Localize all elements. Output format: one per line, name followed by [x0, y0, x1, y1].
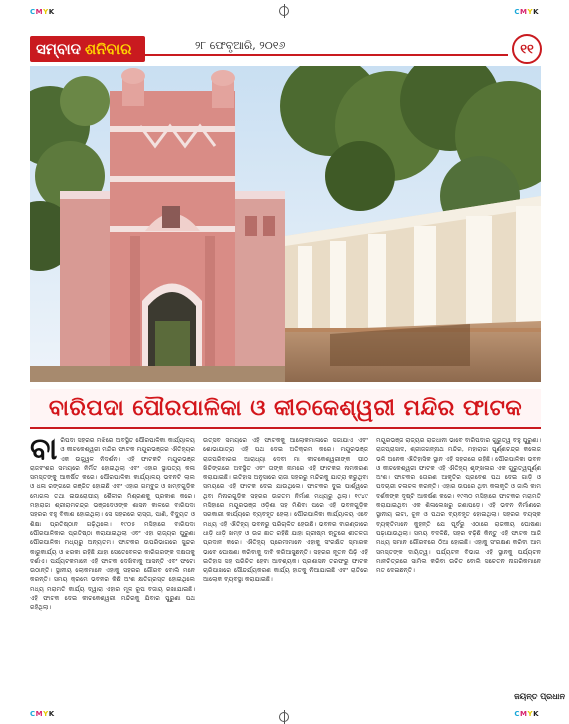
- page-header: [30, 36, 542, 62]
- print-color-marks: CMYK: [30, 8, 55, 16]
- page-number-badge: [512, 34, 542, 64]
- page-number: ୧୧: [520, 41, 534, 57]
- registration-mark: [279, 6, 289, 16]
- masthead-word-2: ଶନିବାର: [84, 40, 132, 58]
- issue-date: ୨୮ ଫେବୃଆରି, ୨୦୧୬: [195, 39, 286, 52]
- column-text: ମୟୂରଭଞ୍ଜ ରାଜ୍ୟର ରାଜଧାନୀ ଭାବେ ବାରିପଦାର ଗୁରୁତ୍ୱ ବହୁ ପୁରୁଣା। ରାଜପ୍ରାସାଦ, ଶ୍ରୀଜଗନ୍ନାଥ ମନ୍ଦିର, ମହାରାଜା ପୂର୍ଣ୍ଣଚନ୍ଦ୍ର କଲେଜ ଭଳି ଅନେକ ଐତିହାସିକ ସ୍ଥାନ ଏହି ସହରରେ ରହିଛି। ପୌରପାଳିକା ଭବନ ଓ କୀଚକେଶ୍ୱରୀ ଫାଟକ ଏହି ଐତିହ୍ୟ ଶୃଙ୍ଖଳାର ଏକ ଗୁରୁତ୍ୱପୂର୍ଣ୍ଣ ଅଂଶ। ଫାଟକର ତୋରଣ ଆକୃତିର ପ୍ରବେଶ ପଥ ଦେଇ ଗାଡ଼ି ଓ ପଦଚାରୀ ଚଳାଚଳ କରନ୍ତି। ଏହାର ଉପରେ ଥିବା କଳାକୃତି ଓ ଜାଲି କାମ ଦର୍ଶକଙ୍କ ଦୃଷ୍ଟି ଆକର୍ଷଣ କରେ। ୧୯୩୦ ମସିହାରେ ଫାଟକର ମରାମତି କରାଯାଇଥିବା ଏକ ଶିଳାଲେଖରୁ ଜଣାପଡ଼େ। ଏହି ଭବନ ନିର୍ମାଣରେ ସ୍ଥାନୀୟ ଇଟା, ଚୂନ ଓ ପଥର ବ୍ୟବହୃତ ହୋଇଥିଲା। ସହରର ବୟସ୍କ ବ୍ୟକ୍ତିମାନେ କୁହନ୍ତି ଯେ ପୂର୍ବରୁ ଏଠାରେ ରାଜକୀୟ ଘୋଷଣା ପଢ଼ାଯାଉଥିଲା। ସମୟ ବଦଳିଛି, ସହର ବଢ଼ିଛି କିନ୍ତୁ ଏହି ଫାଟକ ଆଜି ମଧ୍ୟ ସମାନ ଗୌରବରେ ଠିଆ ହୋଇଛି। ଏହାକୁ ସଂରକ୍ଷଣ କରିବା ଆମ ସମସ୍ତଙ୍କ ଦାୟିତ୍ୱ। ପର୍ଯ୍ୟଟନ ବିଭାଗ ଏହି ସ୍ଥାନକୁ ପର୍ଯ୍ୟଟନ ମାନଚିତ୍ରରେ ସାମିଲ କରିବା ଉଚିତ ବୋଲି ସଚେତନ ନାଗରିକମାନେ ମତ ଦେଇଛନ୍ତି।: [376, 437, 541, 575]
- registration-mark: [279, 712, 289, 722]
- article-column-1: [30, 436, 195, 704]
- article-body: [30, 436, 541, 704]
- article-column-2: [203, 436, 368, 704]
- headline-banner: [30, 389, 541, 429]
- column-text: ଉତ୍ସବ ସମୟରେ ଏହି ଫାଟକକୁ ଆଲୋକମାଳାରେ ସଜାଯାଏ ଏବଂ ଶୋଭାଯାତ୍ରା ଏହି ପଥ ଦେଇ ଅତିକ୍ରମ କରେ। ମୟୂରଭଞ୍ଜ ରାଜପରିବାରର ଆରାଧ୍ୟା ଦେବୀ ମା କୀଚକେଶ୍ୱରୀଙ୍କ ପୀଠ ଖିଚିଙ୍ଗରେ ଅବସ୍ଥିତ ଏବଂ ତାଙ୍କ ନାମରେ ଏହି ଫାଟକର ନାମକରଣ କରାଯାଇଛି। ଇତିହାସ ଅନୁସାରେ ରାଜା ସହରରୁ ମନ୍ଦିରକୁ ଯାତ୍ରା କରୁଥିବା ସମୟରେ ଏହି ଫାଟକ ଦେଇ ଯାଉଥିଲେ। ଫାଟକର ଦୁଇ ପାର୍ଶ୍ୱରେ ଥିବା ମିନାରଗୁଡ଼ିକ ସହରର ଉଚ୍ଚତମ ନିର୍ମାଣ ମଧ୍ୟରୁ ଥିଲା। ୧୯୪୯ ମସିହାରେ ମୟୂରଭଞ୍ଜ ଓଡ଼ିଶା ସହ ମିଶିବା ପରେ ଏହି ଭବନଗୁଡ଼ିକ ସରକାରୀ କାର୍ଯ୍ୟରେ ବ୍ୟବହୃତ ହେଲା। ପୌରପାଳିକା କାର୍ଯ୍ୟାଳୟ ଏବେ ମଧ୍ୟ ଏହି ଐତିହ୍ୟ ଭବନରୁ ପରିଚାଳିତ ହେଉଛି। ଭବନର ବାରଣ୍ଡାରେ ଧାଡ଼ି ଧାଡ଼ି ଖମ୍ବ ଓ ଉଚ୍ଚ ଛାତ ରହିଛି ଯାହା ଗ୍ରୀଷ୍ମ ଋତୁରେ ଶୀତଳତା ପ୍ରଦାନ କରେ। ଐତିହ୍ୟ ପ୍ରେମୀମାନେ ଏହାକୁ ସଂରକ୍ଷିତ ସ୍ମାରକ ଭାବେ ଘୋଷଣା କରିବାକୁ ଦାବି କରିଆସୁଛନ୍ତି। ସହରର ନୂତନ ପିଢ଼ି ଏହି ଇତିହାସ ସହ ପରିଚିତ ହେବା ଆବଶ୍ୟକ। ପ୍ରଶାସନ ତରଫରୁ ଫାଟକ ଚାରିପାଖରେ ସୌନ୍ଦର୍ଯ୍ୟକରଣ କାର୍ଯ୍ୟ ହାତକୁ ନିଆଯାଇଛି ଏବଂ ରାତିରେ ଆଲୋକ ବ୍ୟବସ୍ଥା କରାଯାଇଛି।: [203, 437, 368, 584]
- masthead-word-1: ସମ୍ବାଦ: [36, 40, 81, 58]
- print-color-marks: CMYK: [30, 710, 55, 718]
- print-color-marks: CMYK: [514, 710, 539, 718]
- lead-photo: [30, 66, 541, 382]
- masthead-logo: [30, 36, 145, 62]
- gate-building-photo: [30, 66, 541, 382]
- column-text: ରିପଦା ସହରର ମଝିରେ ଅବସ୍ଥିତ ପୌରପାଳିକା କାର୍ଯ୍ୟାଳୟ ଓ କୀଚକେଶ୍ୱରୀ ମନ୍ଦିର ଫାଟକ ମୟୂରଭଞ୍ଜର ଐତିହ୍ୟର ଏକ ଉଜ୍ଜ୍ୱଳ ନିଦର୍ଶନ। ଏହି ଫାଟକଟି ମୟୂରଭଞ୍ଜ ରାଜବଂଶର ସମୟରେ ନିର୍ମିତ ହୋଇଥିଲା ଏବଂ ଏହାର ସ୍ଥାପତ୍ୟ କଳା ସମସ୍ତଙ୍କୁ ଆକର୍ଷିତ କରେ। ପୌରପାଳିକା କାର୍ଯ୍ୟାଳୟ ଭବନଟି ଲାଲ ଓ ଧଳା ରଙ୍ଗରେ ରଞ୍ଜିତ ହୋଇଛି ଏବଂ ଏହାର ଗମ୍ବୁଜ ଓ ଖମ୍ବଗୁଡ଼ିକ ମୋଗଲ ତଥା ଇଉରୋପୀୟ ଶୈଳୀର ମିଶ୍ରଣକୁ ପ୍ରକାଶ କରେ। ମହାରାଜା ଶ୍ରୀରାମଚନ୍ଦ୍ର ଭଞ୍ଜଦେଓଙ୍କ ଶାସନ କାଳରେ ବାରିପଦା ସହରର ବହୁ ବିକାଶ ହୋଇଥିଲା। ସେ ସହରରେ ରାସ୍ତା, ପାଣି, ବିଦ୍ୟୁତ ଓ ଶିକ୍ଷା ପ୍ରତିଷ୍ଠାନ ଗଢ଼ିଥିଲେ। ୧୯୦୫ ମସିହାରେ ବାରିପଦା ପୌରପାଳିକାର ପ୍ରତିଷ୍ଠା କରାଯାଇଥିଲା ଏବଂ ଏହା ରାଜ୍ୟର ପୁରୁଣା ପୌରପାଳିକା ମଧ୍ୟରୁ ଅନ୍ୟତମ। ଫାଟକର ଉପରିଭାଗରେ ସୁନ୍ଦର କାରୁକାର୍ଯ୍ୟ ଓ ଝରକା ରହିଛି ଯାହା ସେତେବେଳର କାରିଗରଙ୍କ ଦକ୍ଷତାକୁ ଦର୍ଶାଏ। ପର୍ଯ୍ୟଟକମାନେ ଏହି ଫାଟକ ଦେଖିବାକୁ ଆସନ୍ତି ଏବଂ ଫଟୋ ଉଠାନ୍ତି। ସ୍ଥାନୀୟ ଲୋକମାନେ ଏହାକୁ ସହରର ଗୌରବ ବୋଲି ମନେ କରନ୍ତି। ସମୟ କ୍ରମେ ଭବନର କିଛି ଅଂଶ କ୍ଷତିଗ୍ରସ୍ତ ହୋଇଥିଲେ ମଧ୍ୟ ମରାମତି କାର୍ଯ୍ୟ ଦ୍ୱାରା ଏହାର ମୂଳ ରୂପ ବଜାୟ ରଖାଯାଇଛି। ଏହି ଫାଟକ ଦେଇ କୀଚକେଶ୍ୱରୀ ମନ୍ଦିରକୁ ଯିବାର ପୁରୁଣା ପଥ ରହିଥିଲା।: [30, 437, 195, 612]
- author-byline: ଜୟନ୍ତ ପ୍ରଧାନ: [514, 692, 565, 701]
- article-column-3: [376, 436, 541, 704]
- drop-cap: ବା: [30, 436, 58, 467]
- header-rule: [145, 54, 508, 56]
- headline-text: ବାରିପଦା ପୌରପାଳିକା ଓ କୀଚକେଶ୍ୱରୀ ମନ୍ଦିର ଫାଟକ: [48, 395, 523, 421]
- print-color-marks: CMYK: [514, 8, 539, 16]
